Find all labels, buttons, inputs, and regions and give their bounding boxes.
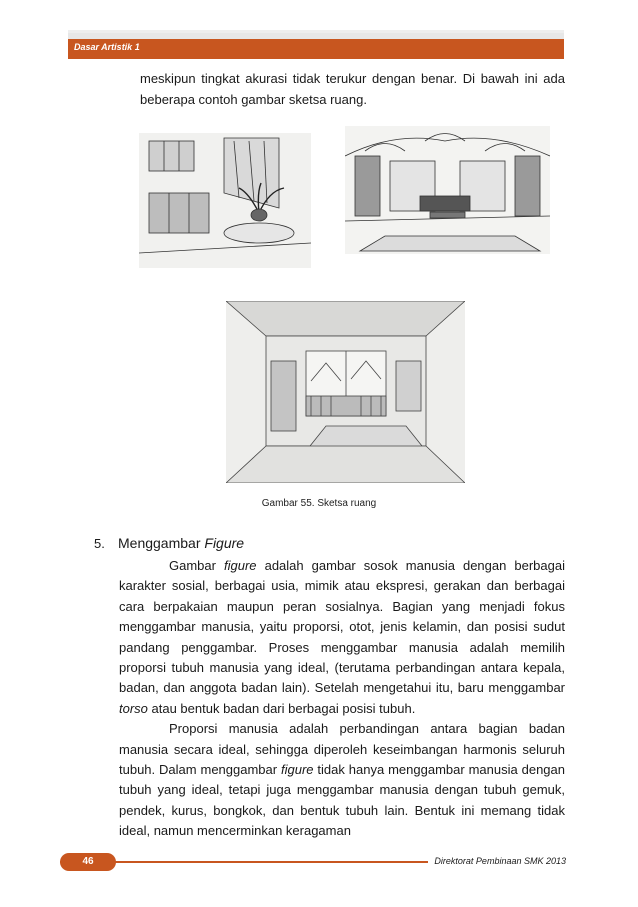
kitchen-sketch-image	[139, 133, 311, 268]
p1-text-2: adalah gambar sosok manusia dengan berbagai karakter sosial, berbagai usia, mimik atau ekspresi, gerakan dan berbagai cara berpakaian maupun peran sosialnya. Bagian yang menjadi fokus menggambar manusia, yaitu proporsi, otot, jenis kelamin, dan posisi sudut pandang penggambar. Proses menggambar manusia adalah memilih proporsi tubuh manusia yang ideal, (terutama perbandingan antara kepala, badan, dan anggota badan lain). Setelah mengetahui itu, baru menggambar	[119, 558, 565, 696]
p1-italic-torso: torso	[119, 700, 148, 716]
bedroom-sketch-image	[226, 301, 465, 483]
living-room-sketch-image	[345, 126, 550, 254]
body-paragraphs	[119, 556, 565, 842]
section-number: 5.	[94, 536, 105, 551]
section-heading	[94, 535, 244, 551]
paragraph-figure-definition	[119, 556, 565, 719]
p2-text-1: Proporsi manusia adalah perbandingan antara bagian badan manusia secara ideal, sehingga diperoleh keseimbangan harmonis seluruh tubuh. Dalam menggambar	[119, 721, 565, 778]
header-band	[68, 39, 564, 59]
p1-italic-figure: figure	[224, 558, 257, 573]
section-title-plain: Menggambar	[118, 535, 205, 551]
p1-text-1: Gambar	[169, 558, 225, 573]
page-number-badge: 46	[60, 853, 116, 871]
figure-caption: Gambar 55. Sketsa ruang	[261, 498, 377, 509]
footer-publisher: Direktorat Pembinaan SMK 2013	[428, 856, 566, 866]
p2-text-2: tidak hanya menggambar manusia dengan tubuh yang ideal, tetapi juga menggambar manusia dengan tubuh gemuk, pendek, kurus, bongkok, dan bentuk tubuh lain. Bentuk ini memang tidak ideal, namun mencerminkan keragaman	[119, 762, 565, 839]
header-band-shade	[68, 30, 564, 39]
intro-paragraph: meskipun tingkat akurasi tidak terukur dengan benar. Di bawah ini ada beberapa contoh gambar sketsa ruang.	[140, 71, 565, 107]
p1-text-3: atau bentuk badan dari berbagai posisi tubuh.	[147, 700, 416, 716]
header-title: Dasar Artistik 1	[74, 42, 140, 52]
p2-italic-figure: figure	[281, 762, 314, 778]
page-footer	[60, 853, 566, 871]
paragraph-proportion	[119, 719, 565, 841]
section-title-italic: Figure	[204, 535, 245, 551]
